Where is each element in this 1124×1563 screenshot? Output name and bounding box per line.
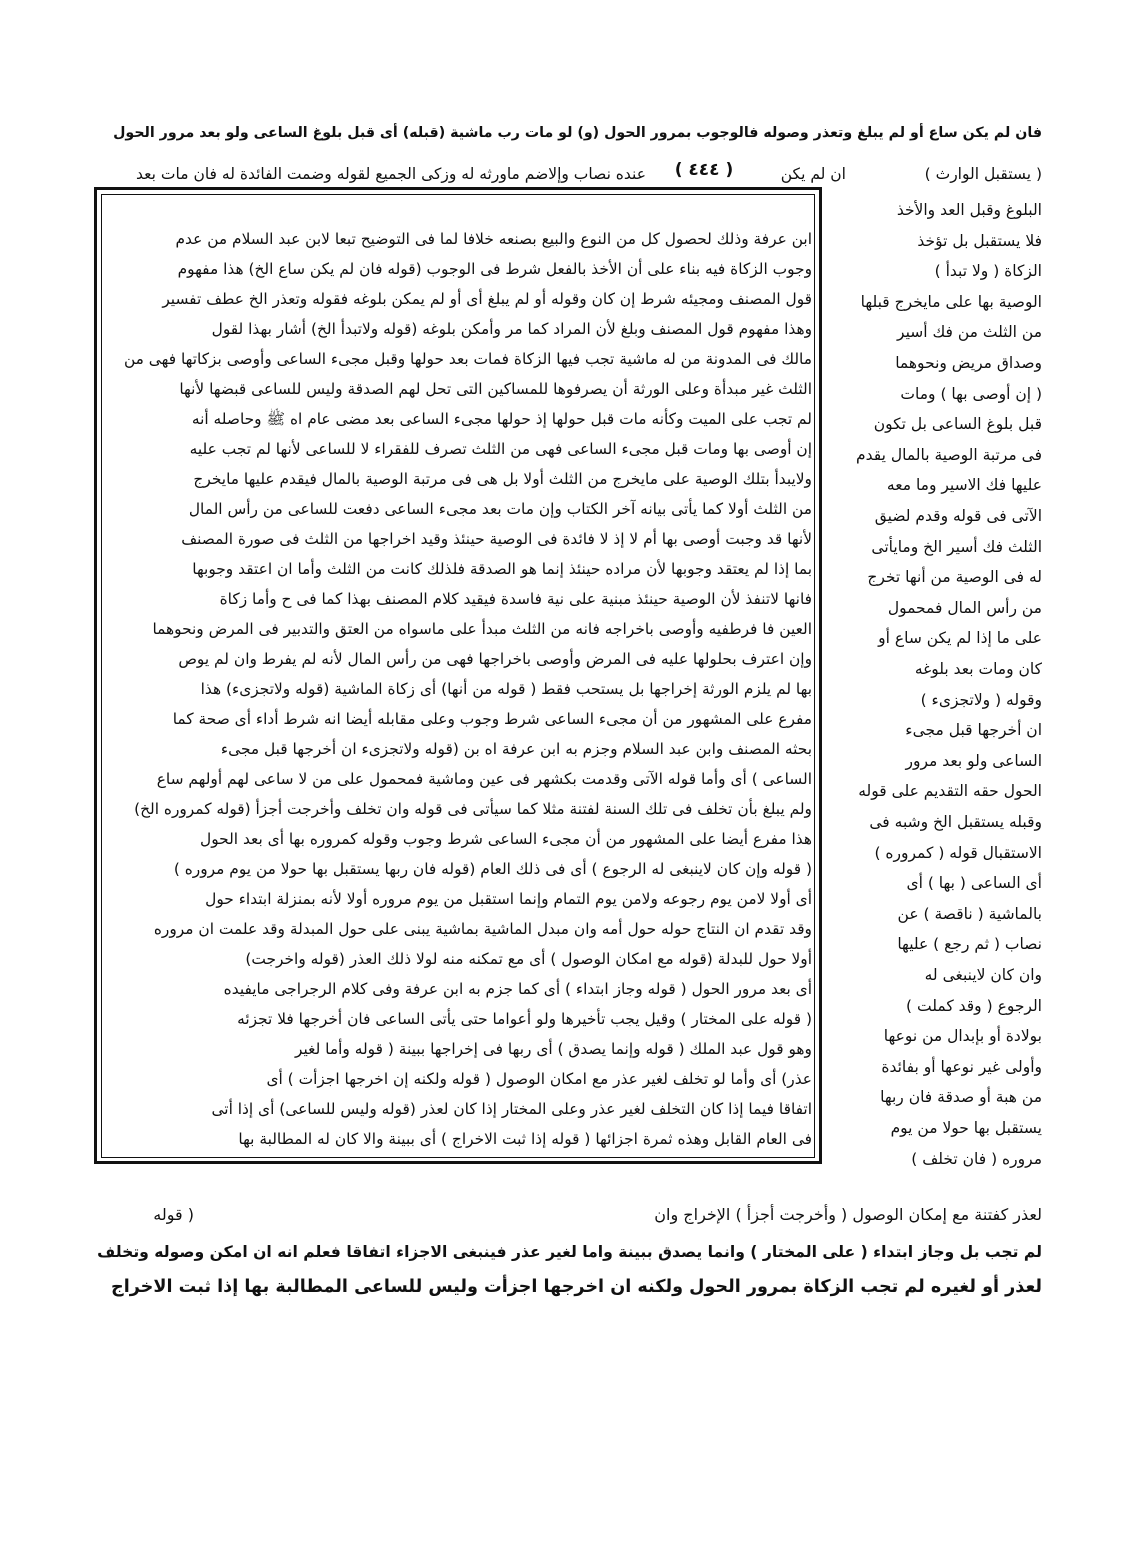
side-line-20: الحول حقه التقديم على قوله bbox=[858, 782, 1042, 800]
side-line-22: الاستقبال قوله ( كمروره ) bbox=[874, 844, 1042, 862]
main-line-12: بما إذا لم يعتقد وجوبها لأن مراده حينئذ إنما هو الصدقة فلذلك كانت من الثلث وأما ان اعتقد وجوبها bbox=[192, 560, 812, 578]
side-line-15: على ما إذا لم يكن ساع أو bbox=[878, 629, 1042, 647]
side-line-1: البلوغ وقبل العد والأخذ bbox=[896, 201, 1042, 219]
main-line-26: أى بعد مرور الحول ( قوله وجاز ابتداء ) أى كما جزم به ابن عرفة وفى كلام الرجراجى مايفيده bbox=[223, 980, 812, 998]
main-line-24: وقد تقدم ان النتاج حوله حول أمه وان مبدل الماشية بماشية يبنى على حول المبدلة وقد علمت ان مروره bbox=[153, 920, 812, 938]
side-line-24: بالماشية ( ناقصة ) عن bbox=[897, 905, 1042, 923]
footer-fragment-left: ( قوله bbox=[153, 1205, 194, 1224]
side-line-21: وقبله يستقبل الخ وشبه فى bbox=[869, 813, 1042, 831]
main-line-16: بها لم يلزم الورثة إخراجها بل يستحب فقط ( قوله من أنها) أى زكاة الماشية (قوله ولاتجزىء) هذا bbox=[200, 680, 812, 698]
header-line-2-right: ( يستقبل الوارث ) bbox=[924, 165, 1042, 183]
side-line-17: وقوله ( ولاتجزىء ) bbox=[920, 691, 1042, 709]
main-line-18: بحثه المصنف وابن عبد السلام وجزم به ابن عرفة اه بن (قوله ولاتجزىء ان أخرجها قبل مجىء bbox=[220, 740, 812, 758]
side-line-16: كان ومات بعد بلوغه bbox=[914, 660, 1042, 678]
side-line-3: الزكاة ( ولا تبدأ ) bbox=[934, 262, 1042, 280]
side-line-27: الرجوع ( وقد كملت ) bbox=[906, 997, 1042, 1015]
main-line-28: وهو قول عبد الملك ( قوله وإنما يصدق ) أى ربها فى إخراجها ببينة ( قوله وأما لغير bbox=[295, 1040, 812, 1058]
page-number: ( ٤٤٤ ) bbox=[674, 160, 734, 180]
footer-line-3: لعذر أو لغيره لم تجب الزكاة بمرور الحول ولكنه ان اخرجها اجزأت وليس للساعى المطالبة بها إذا ثبت الاخراج bbox=[111, 1277, 1042, 1297]
side-line-29: وأولى غير نوعها أو بفائدة bbox=[881, 1058, 1042, 1076]
side-line-18: ان أخرجها قبل مجىء bbox=[905, 721, 1042, 739]
main-line-31: فى العام القابل وهذه ثمرة اجزائها ( قوله إذا ثبت الاخراج ) أى ببينة والا كان له المطالبة بها bbox=[238, 1130, 812, 1148]
main-line-22: ( قوله وإن كان لاينبغى له الرجوع ) أى فى ذلك العام (قوله فان ربها يستقبل بها حولا من يوم مروره ) bbox=[173, 860, 812, 878]
footer-line-2: لم تجب بل وجاز ابتداء ( على المختار ) وانما يصدق ببينة واما لغير عذر فينبغى الاجزاء اتفاقا فعلم انه ان امكن وصوله وتخلف bbox=[97, 1243, 1042, 1261]
side-line-14: من رأس المال فمحمول bbox=[887, 599, 1042, 617]
main-line-5: مالك فى المدونة من له ماشية تجب فيها الزكاة فمات بعد حولها وقبل مجىء الساعى وأوصى بزكاتها فهى من bbox=[123, 350, 812, 368]
side-line-23: أى الساعى ( بها ) أى bbox=[906, 874, 1042, 892]
side-line-13: له فى الوصية من أنها تخرج bbox=[867, 568, 1042, 586]
side-line-26: وان كان لاينبغى له bbox=[924, 966, 1042, 984]
side-line-2: فلا يستقبل بل تؤخذ bbox=[917, 232, 1042, 250]
main-line-2: وجوب الزكاة فيه بناء على أن الأخذ بالفعل شرط فى الوجوب (قوله فان لم يكن ساع الخ) هذا مفهوم bbox=[177, 260, 812, 278]
main-line-11: لأنها قد وجبت أوصى بها أم لا إذ لا فائدة فى الوصية حينئذ وقيد اخراجها من الثلث فى صورة المصنف bbox=[181, 530, 812, 548]
main-line-25: أولا حول للبدلة (قوله مع امكان الوصول ) أى مع تمكنه منه لولا ذلك العذر (قوله واخرجت) bbox=[245, 950, 812, 968]
main-line-13: فانها لاتنفذ لأن الوصية حينئذ مبنية على نية فاسدة فيقيد كلام المصنف بهذا كما فى ح وأما زكاة bbox=[219, 590, 812, 608]
side-line-31: يستقبل بها حولا من يوم bbox=[890, 1119, 1042, 1137]
main-line-10: من الثلث أولا كما يأتى بيانه آخر الكتاب وإن مات بعد مجىء الساعى دفعت للساعى من رأس المال bbox=[188, 500, 812, 518]
main-line-7: لم تجب على الميت وكأنه مات قبل حولها إذ حولها مجىء الساعى بعد مضى عام اه ﷺ وحاصله أنه bbox=[191, 410, 812, 428]
header-line-1: فان لم يكن ساع أو لم يبلغ وتعذر وصوله فالوجوب بمرور الحول (و) لو مات رب ماشية (قبله) أى قبل بلوغ الساعى ولو بعد مرور الحول bbox=[113, 125, 1042, 141]
side-line-19: الساعى ولو بعد مرور bbox=[905, 752, 1042, 770]
main-line-6: الثلث غير مبدأة وعلى الورثة أن يصرفوها للمساكين التى تحل لهم الصدقة وليس للساعى قبضها لأنها bbox=[179, 380, 812, 398]
main-line-15: وإن اعترف بحلولها عليه فى المرض وأوصى باخراجها فهى من رأس المال لأنه لم يفرط وان لم يوص bbox=[178, 650, 812, 668]
main-line-4: وهذا مفهوم قول المصنف وبلغ لأن المراد كما مر وأمكن بلوغه (قوله ولاتبدأ الخ) أشار بهذا لقول bbox=[211, 320, 812, 338]
main-line-14: العين فا فرطفيه وأوصى باخراجه فانه من الثلث مبدأ على ماسواه من العتق والتدبير فى المرض ونحوهما bbox=[152, 620, 812, 638]
side-line-28: بولادة أو بإبدال من نوعها bbox=[883, 1027, 1042, 1045]
header-line-2-left: عنده نصاب وإلاضم ماورثه له وزكى الجميع لقوله وضمت الفائدة له فان مات بعد bbox=[136, 165, 646, 183]
side-line-12: الثلث فك أسير الخ ومايأتى bbox=[871, 538, 1042, 556]
side-line-6: وصداق مريض ونحوهما bbox=[895, 354, 1042, 372]
side-line-32: مروره ( فان تخلف ) bbox=[911, 1150, 1042, 1168]
side-line-4: الوصية بها على مايخرج قبلها bbox=[860, 293, 1042, 311]
header-line-2-mid: ان لم يكن bbox=[780, 165, 846, 183]
side-line-9: فى مرتبة الوصية بالمال يقدم bbox=[856, 446, 1042, 464]
side-line-7: ( إن أوصى بها ) ومات bbox=[900, 385, 1042, 403]
main-line-8: إن أوصى بها ومات قبل مجىء الساعى فهى من الثلث تصرف للفقراء لا للساعى لأنها لم تجب عليه bbox=[189, 440, 812, 458]
main-line-20: ولم يبلغ بأن تخلف فى تلك السنة لفتنة مثلا كما سيأتى فى قوله وان تخلف وأخرجت أجزأ (قوله كمروره الخ) bbox=[134, 800, 812, 818]
side-line-25: نصاب ( ثم رجع ) عليها bbox=[897, 935, 1042, 953]
main-line-1: ابن عرفة وذلك لحصول كل من النوع والبيع بصنعه خلافا لما فى التوضيح تبعا لابن عبد السلام من عدم bbox=[175, 230, 812, 248]
side-line-5: من الثلث من فك أسير bbox=[897, 323, 1042, 341]
side-line-11: الآتى فى قوله وقدم لضيق bbox=[874, 507, 1042, 525]
main-line-23: أى أولا لامن يوم رجوعه ولامن يوم التمام وإنما استقبل من يوم مروره أولا لأنه بمنزلة ابتداء حول bbox=[205, 890, 812, 908]
main-line-29: عذر) أى وأما لو تخلف لغير عذر مع امكان الوصول ( قوله ولكنه إن اخرجها اجزأت ) أى bbox=[266, 1070, 812, 1088]
main-line-3: قول المصنف ومجيئه شرط إن كان وقوله أو لم يبلغ أى أو لم يمكن بلوغه فقوله وتعذر الخ عطف تفسير bbox=[162, 290, 812, 308]
main-line-19: الساعى ) أى وأما قوله الآتى وقدمت بكشهر فى عين وماشية فمحمول على من لا ساعى لهم أولهم ساع bbox=[156, 770, 812, 788]
main-line-27: ( قوله على المختار ) وقيل يجب تأخيرها ولو أعواما حتى يأتى الساعى فان أخرجها فلا تجزئه bbox=[237, 1010, 812, 1028]
footer-line-1: لعذر كفتنة مع إمكان الوصول ( وأخرجت أجزأ ) الإخراج وان bbox=[654, 1205, 1042, 1224]
main-line-21: هذا مفرع أيضا على المشهور من أن مجىء الساعى شرط وجوب وقوله كمروره بها أى بعد الحول bbox=[200, 830, 812, 848]
side-line-10: عليها فك الاسير وما معه bbox=[886, 476, 1042, 494]
side-line-8: قبل بلوغ الساعى بل تكون bbox=[873, 415, 1042, 433]
main-line-9: ولايبدأ بتلك الوصية على مايخرج من الثلث أولا بل هى فى مرتبة الوصية بالمال فيقدم عليها مايخرج bbox=[193, 470, 812, 488]
side-line-30: من هبة أو صدقة فان ربها bbox=[880, 1088, 1042, 1106]
main-line-30: اتفاقا فيما إذا كان التخلف لغير عذر وعلى المختار إذا كان لعذر (قوله وليس للساعى) أى إذا أتى bbox=[211, 1100, 812, 1118]
main-line-17: مفرع على المشهور من أن مجىء الساعى شرط وجوب وعلى مقابله أيضا انه شرط أداء أى صحة كما bbox=[172, 710, 812, 728]
